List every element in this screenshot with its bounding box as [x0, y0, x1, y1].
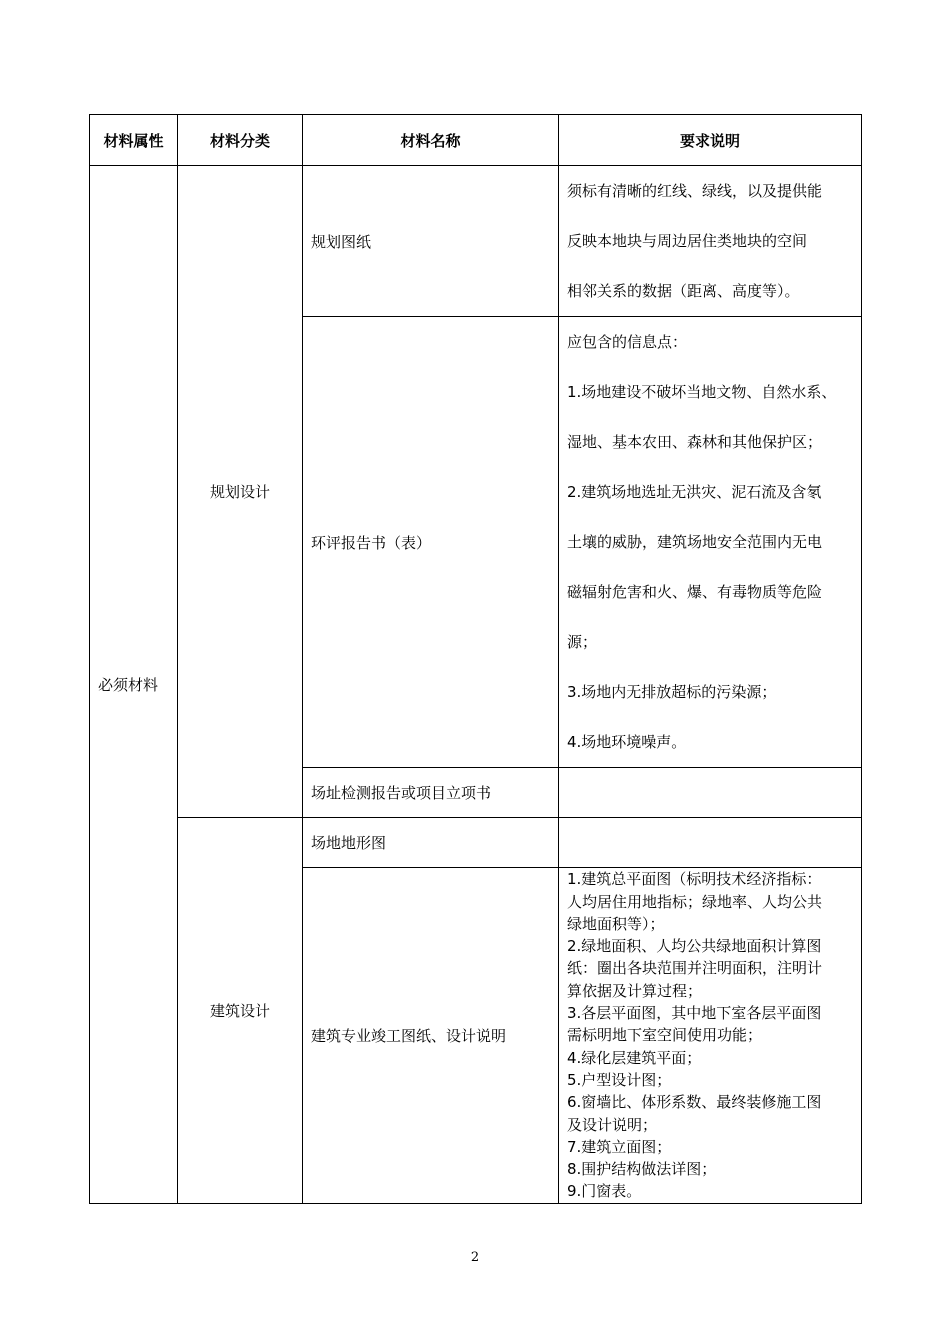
requirement-line: 磁辐射危害和火、爆、有毒物质等危险: [567, 583, 823, 601]
requirement-line: 源；: [567, 633, 598, 651]
requirement-line: 绿地面积等）；: [567, 914, 665, 933]
requirement-line: 7.建筑立面图；: [567, 1137, 672, 1156]
requirement-line: 6.窗墙比、体形系数、最终装修施工图: [567, 1093, 822, 1112]
category-cell-architecture: 建筑设计: [178, 818, 303, 1204]
requirement-line: 湿地、基本农田、森林和其他保护区；: [567, 433, 823, 451]
table-row: [90, 818, 862, 868]
requirement-line: 1.场地建设不破坏当地文物、自然水系、: [567, 383, 837, 401]
requirement-line: 纸：圈出各块范围并注明面积，注明计: [567, 959, 823, 978]
material-name-cell: 环评报告书（表）: [303, 317, 559, 768]
requirement-line: 土壤的威胁，建筑场地安全范围内无电: [567, 533, 823, 551]
requirement-line: 4.绿化层建筑平面；: [567, 1048, 702, 1067]
requirement-line: 3.场地内无排放超标的污染源；: [567, 683, 777, 701]
requirement-line: 2.建筑场地选址无洪灾、泥石流及含氡: [567, 483, 822, 501]
material-name-cell: 场址检测报告或项目立项书: [303, 768, 559, 818]
header-requirements: 要求说明: [559, 115, 862, 166]
requirements-cell: [559, 317, 862, 768]
header-category: 材料分类: [178, 115, 303, 166]
requirement-line: 5.户型设计图；: [567, 1070, 672, 1089]
requirement-line: 人均居住用地指标；绿地率、人均公共: [567, 892, 823, 911]
material-name-cell: 建筑专业竣工图纸、设计说明: [303, 868, 559, 1204]
requirements-cell: [559, 868, 862, 1204]
requirements-cell: [559, 166, 862, 317]
requirement-line: 算依据及计算过程；: [567, 981, 703, 1000]
requirement-line: 相邻关系的数据（距离、高度等）。: [567, 282, 800, 300]
category-cell-planning: 规划设计: [178, 166, 303, 818]
requirements-cell: [559, 818, 862, 868]
requirement-line: 及设计说明；: [567, 1115, 658, 1134]
requirement-line: 反映本地块与周边居住类地块的空间: [567, 232, 808, 250]
attribute-cell: 必须材料: [90, 166, 178, 1204]
requirement-line: 应包含的信息点：: [567, 333, 688, 351]
requirement-line: 9.门窗表。: [567, 1182, 642, 1201]
header-attribute: 材料属性: [90, 115, 178, 166]
requirement-line: 8.围护结构做法详图；: [567, 1160, 717, 1179]
requirement-line: 2.绿地面积、人均公共绿地面积计算图: [567, 937, 822, 956]
page-number: 2: [470, 1250, 480, 1265]
requirement-line: 需标明地下室空间使用功能；: [567, 1026, 763, 1045]
requirement-line: 1.建筑总平面图（标明技术经济指标：: [567, 870, 822, 889]
requirement-line: 4.场地环境噪声。: [567, 733, 687, 751]
table-header-row: [90, 115, 862, 166]
table-row: [90, 166, 862, 317]
requirements-cell: [559, 768, 862, 818]
requirement-line: 须标有清晰的红线、绿线，以及提供能: [567, 182, 823, 200]
header-name: 材料名称: [303, 115, 559, 166]
requirements-table: [89, 114, 862, 1204]
material-name-cell: 场地地形图: [303, 818, 559, 868]
material-name-cell: 规划图纸: [303, 166, 559, 317]
requirement-line: 3.各层平面图，其中地下室各层平面图: [567, 1004, 822, 1023]
